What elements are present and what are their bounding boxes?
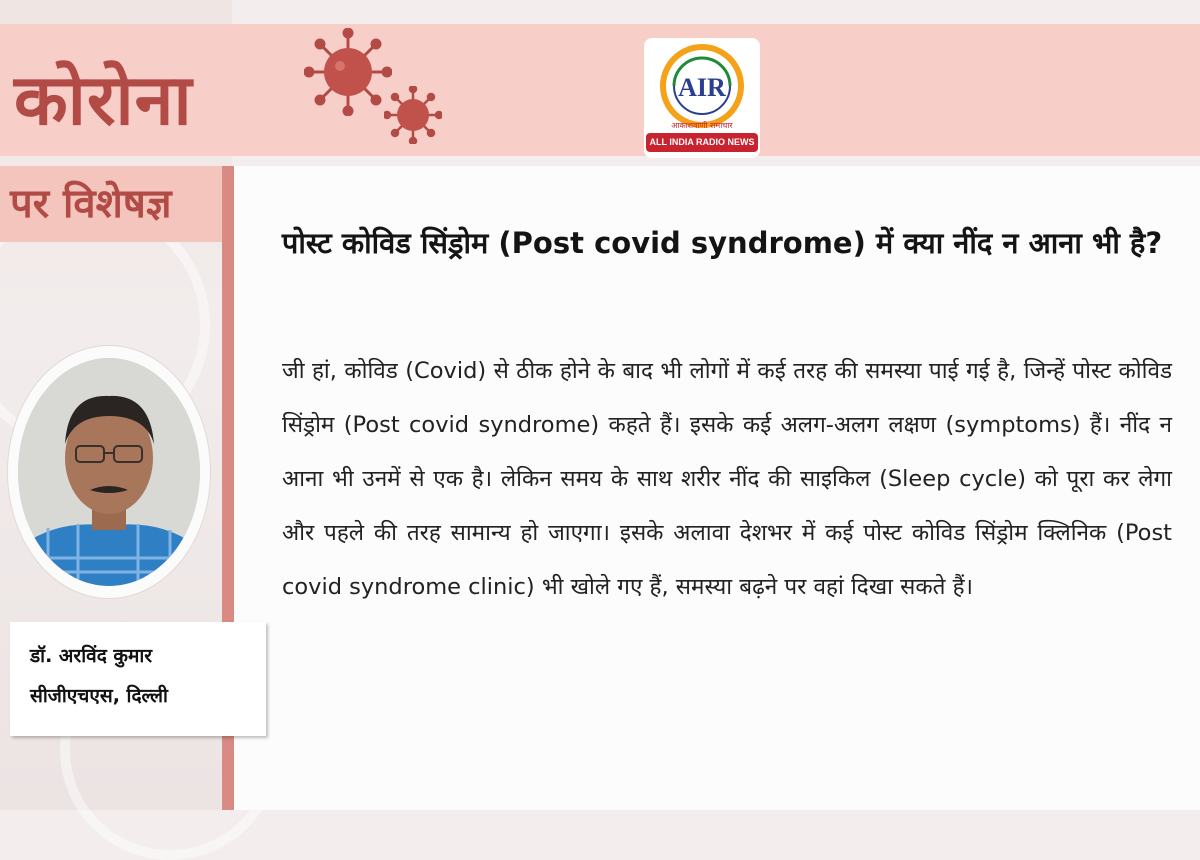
virus-icon [304, 28, 392, 116]
svg-text:AIR: AIR [678, 73, 726, 102]
answer-paragraph: जी हां, कोविड (Covid) से ठीक होने के बाद भी लोगों में कई तरह की समस्या पाई गई है, जिन्हें पोस्ट कोविड सिंड्रोम (Post covid syndrome) कहते हैं। इसके कई अलग-अलग लक्षण (symptoms) हैं। नींद न आना भी उनमें से एक है। लेकिन समय के साथ शरीर नींद की साइकिल (Sleep cycle) को पूरा कर लेगा और पहले की तरह सामान्य हो जाएगा। इसके अलावा देशभर में कई पोस्ट कोविड सिंड्रोम क्लिनिक (Post covid syndrome clinic) भी खोले गए हैं, समस्या बढ़ने पर वहां दिखा सकते हैं। [282, 358, 1172, 600]
logo-english-text: ALL INDIA RADIO NEWS [646, 133, 758, 152]
expert-affiliation: सीजीएचएस, दिल्ली [30, 685, 168, 707]
expert-name: डॉ. अरविंद कुमार [30, 645, 153, 667]
question-heading: पोस्ट कोविड सिंड्रोम (Post covid syndrome) में क्या नींद न आना भी है? [281, 226, 1163, 260]
expert-tab-label: पर विशेषज्ञ [0, 166, 222, 242]
avatar [18, 358, 200, 586]
page-title: कोरोना [14, 59, 193, 141]
logo-hindi-text: आकाशवाणी समाचार [671, 121, 733, 130]
name-plate [10, 622, 266, 736]
virus-icon [384, 86, 442, 144]
